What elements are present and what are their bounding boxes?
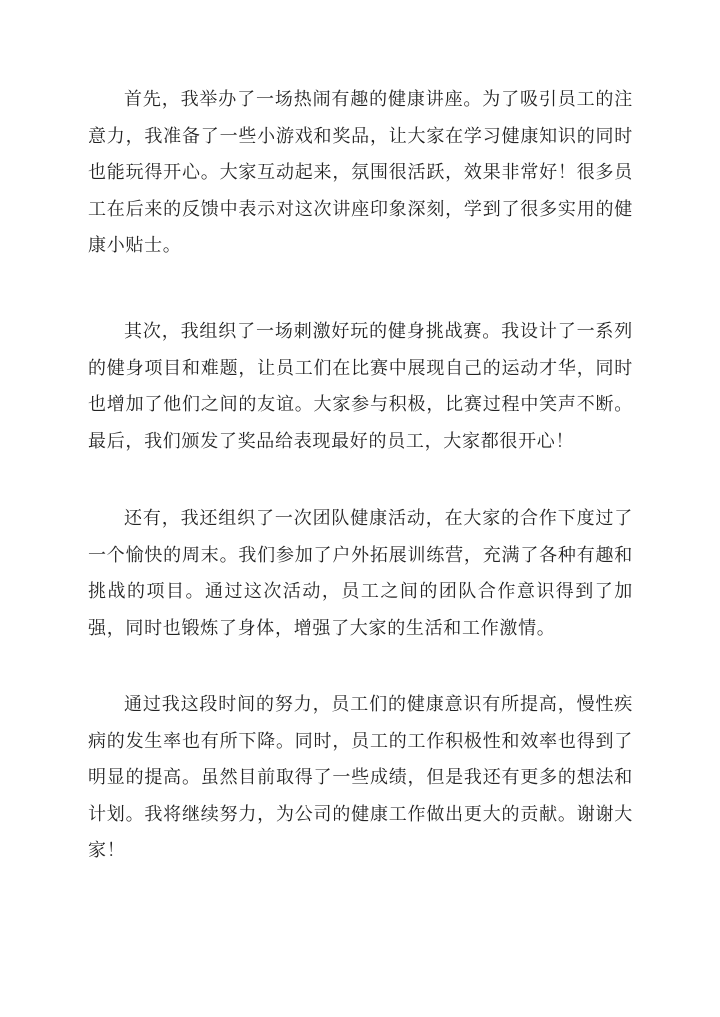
- paragraph-health-lecture: 首先，我举办了一场热闹有趣的健康讲座。为了吸引员工的注意力，我准备了一些小游戏和奖品，让大家在学习健康知识的同时也能玩得开心。大家互动起来，氛围很活跃，效果非常好！很多员工在后来的反馈中表示对这次讲座印象深刻，学到了很多实用的健康小贴士。: [88, 89, 633, 256]
- paragraph-conclusion: 通过我这段时间的努力，员工们的健康意识有所提高，慢性疾病的发生率也有所下降。同时，员工的工作积极性和效率也得到了明显的提高。虽然目前取得了一些成绩，但是我还有更多的想法和计划。我将继续努力，为公司的健康工作做出更大的贡献。谢谢大家！: [88, 694, 633, 861]
- paragraph-team-activity: 还有，我还组织了一次团队健康活动，在大家的合作下度过了一个愉快的周末。我们参加了户外拓展训练营，充满了各种有趣和挑战的项目。通过这次活动，员工之间的团队合作意识得到了加强，同时也锻炼了身体，增强了大家的生活和工作激情。: [88, 508, 633, 639]
- paragraph-fitness-challenge: 其次，我组织了一场刺激好玩的健身挑战赛。我设计了一系列的健身项目和难题，让员工们在比赛中展现自己的运动才华，同时也增加了他们之间的友谊。大家参与积极，比赛过程中笑声不断。最后，我们颁发了奖品给表现最好的员工，大家都很开心！: [88, 321, 633, 452]
